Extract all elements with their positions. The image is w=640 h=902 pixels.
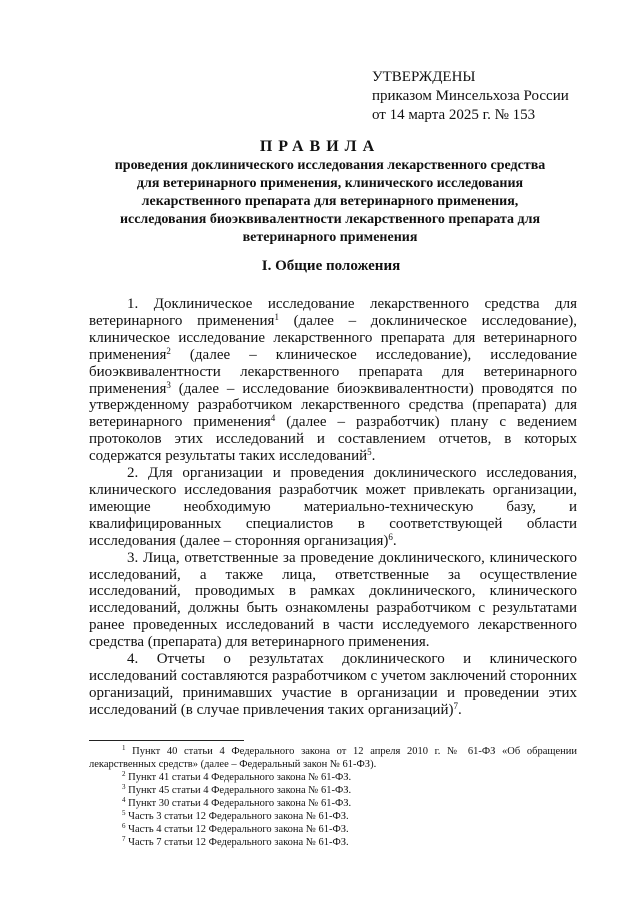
footnote-ref: 4 [270, 413, 276, 424]
footnote-number: 4 [122, 796, 126, 804]
footnote-text: Пункт 45 статьи 4 Федерального закона № 61-ФЗ. [125, 785, 352, 796]
footnote-text: Пункт 40 статьи 4 Федерального закона от 12 апреля 2010 г. № 61-ФЗ «Об обращении лекарственных средств» (далее – Федеральный закон № 61-ФЗ). [89, 746, 577, 770]
footnote [89, 797, 577, 810]
footnote-number: 1 [122, 744, 126, 752]
footnote [89, 745, 577, 771]
footnote-number: 3 [122, 783, 126, 791]
paragraph-text: (далее – разработчик) плану с ведением протоколов этих исследований и составлением отчетов, в которых содержатся результаты таких исследований [89, 414, 577, 465]
paragraph-4 [89, 651, 577, 719]
subtitle-line: ветеринарного применения [242, 230, 418, 245]
footnote-number: 7 [122, 835, 126, 843]
footnote-ref: 2 [166, 345, 171, 356]
footnote-ref: 7 [453, 700, 458, 711]
paragraph-text: (далее – исследование биоэквивалентности) проводятся по утвержденному разработчиком лекарственного средства (препарата) для ветеринарного применения [89, 380, 577, 431]
approval-order: приказом Минсельхоза России [372, 88, 569, 104]
paragraph-text: (далее – доклиническое исследование), клиническое исследование лекарственного препарата для ветеринарного применения [89, 312, 577, 363]
paragraph-text: 4. Отчеты о результатах доклинического и клинического исследований составляются разработчиком с учетом заключений сторонних организаций, принимавших участие в организации и проведении этих исследований (в случае привлечения таких организаций) [89, 651, 577, 718]
document-body [89, 296, 577, 719]
subtitle-line: исследования биоэквивалентности лекарственного препарата для [119, 212, 541, 227]
approval-date: от 14 марта 2025 г. № 153 [372, 107, 536, 123]
footnote-ref: 3 [166, 379, 171, 390]
paragraph-text: . [457, 701, 462, 718]
paragraph-3 [89, 550, 577, 651]
footnote-text: Пункт 41 статьи 4 Федерального закона № 61-ФЗ. [125, 772, 352, 783]
paragraph-text: 1. Доклиническое исследование лекарственного средства для ветеринарного применения [89, 296, 577, 329]
footnote-text: Часть 7 статьи 12 Федерального закона № 61-ФЗ. [125, 837, 349, 848]
footnotes [89, 745, 577, 849]
footnote-text: Пункт 30 статьи 4 Федерального закона № 61-ФЗ. [125, 798, 352, 809]
subtitle-line: лекарственного препарата для ветеринарного применения, [141, 194, 519, 209]
paragraph-text: 3. Лица, ответственные за проведение доклинического, клинического исследований, а также лица, ответственные за осуществление исследований, проводимых в рамках доклинического, клинического исследований, должны быть ознакомлены разработчиком с результатами ранее проведенных исследований в части исследуемого лекарственного средства (препарата) для ветеринарного применения. [89, 549, 577, 651]
footnote-ref: 5 [367, 447, 372, 458]
footnote-ref: 6 [388, 531, 393, 542]
approval-status: УТВЕРЖДЕНЫ [372, 69, 476, 85]
paragraph-text: . [392, 532, 397, 549]
approval-block [372, 68, 569, 125]
footnote-text: Часть 3 статьи 12 Федерального закона № 61-ФЗ. [125, 811, 349, 822]
paragraph-2 [89, 465, 577, 550]
footnote [89, 836, 577, 849]
footnote-text: Часть 4 статьи 12 Федерального закона № 61-ФЗ. [125, 824, 349, 835]
section-heading: I. Общие положения [261, 258, 401, 274]
footnote [89, 810, 577, 823]
paragraph-text: . [371, 448, 376, 465]
paragraph-1 [89, 296, 577, 465]
paragraph-text: (далее – клиническое исследование), исследование биоэквивалентности лекарственного препарата для ветеринарного применения [89, 346, 577, 397]
subtitle-line: проведения доклинического исследования лекарственного средства [114, 158, 546, 173]
footnote-number: 6 [122, 822, 126, 830]
footnote [89, 771, 577, 784]
footnote-number: 2 [122, 770, 126, 778]
footnote [89, 823, 577, 836]
paragraph-text: 2. Для организации и проведения доклинического исследования, клинического исследования разработчик может привлекать организации, имеющие необходимую материально-техническую базу, и квалифицированных специалистов в соответствующей области исследования (далее – сторонняя организация) [89, 465, 577, 549]
footnote-divider [89, 740, 244, 741]
footnote-number: 5 [122, 809, 126, 817]
footnote-ref: 1 [274, 311, 279, 322]
subtitle-line: для ветеринарного применения, клинического исследования [136, 176, 524, 191]
document-title: ПРАВИЛА [259, 138, 381, 155]
footnote [89, 784, 577, 797]
document-subtitle [80, 157, 580, 247]
